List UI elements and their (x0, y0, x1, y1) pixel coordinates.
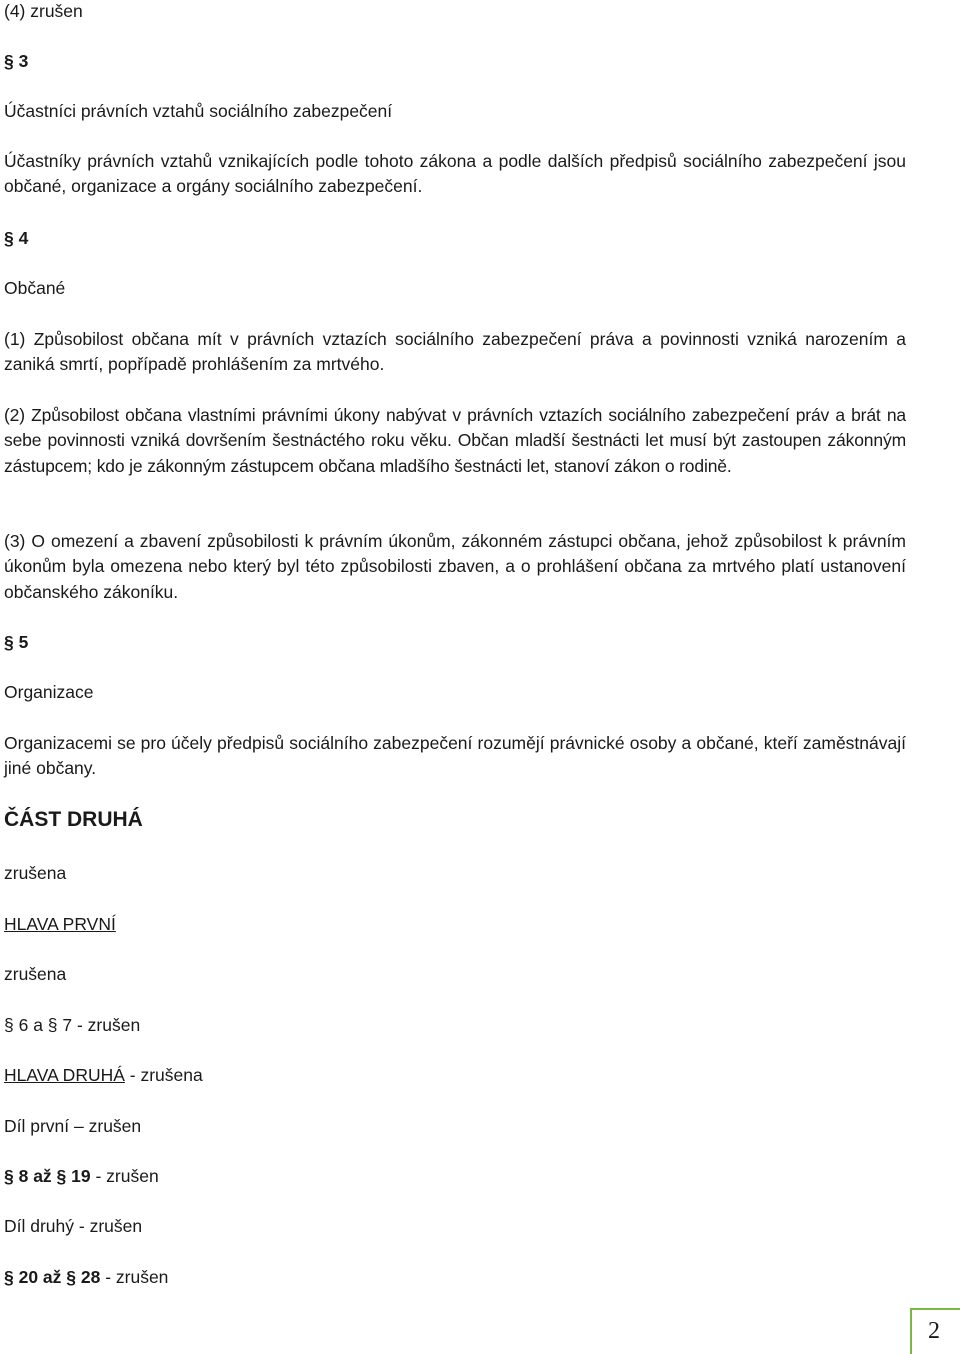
chapter-one-status: zrušena (4, 964, 67, 984)
paragraph-4-repealed: (4) zrušen (4, 1, 83, 21)
sections-8-19-line (4, 1164, 159, 1189)
section-5-title: Organizace (4, 682, 94, 702)
chapter-two-heading: HLAVA DRUHÁ (4, 1065, 125, 1085)
section-3-text: Účastníky právních vztahů vznikajících podle tohoto zákona a podle dalších předpisů sociálního zabezpečení jsou občané, organizace a orgány sociálního zabezpečení. (4, 151, 906, 197)
part-two-repealed: Díl druhý - zrušen (4, 1216, 143, 1236)
sections-20-28-status: - zrušen (100, 1267, 169, 1287)
sections-8-19-status: - zrušen (90, 1166, 159, 1186)
sections-20-28-range: § 20 až § 28 (4, 1267, 101, 1287)
section-5-heading: § 5 (4, 632, 29, 652)
part-two-status: zrušena (4, 863, 67, 883)
page-number: 2 (910, 1308, 960, 1354)
sections-6-7-repealed: § 6 a § 7 - zrušen (4, 1015, 141, 1035)
section-4-paragraph-2: (2) Způsobilost občana vlastními právními úkony nabývat v právních vztazích sociálního zabezpečení práv a brát na sebe povinnosti vzniká dovršením šestnáctého roku věku. Občan mladší šestnácti let musí být zastoupen zákonným zástupcem; kdo je zákonným zástupcem občana mladšího šestnácti let, stanoví zákon o rodině. (4, 405, 906, 476)
section-4-paragraph-3: (3) O omezení a zbavení způsobilosti k právním úkonům, zákonném zástupci občana, jehož způsobilost k právním úkonům byla omezena nebo který byl této způsobilosti zbaven, a o prohlášení občana za mrtvého platí ustanovení občanského zákoníku. (4, 531, 906, 602)
chapter-two-status: - zrušena (124, 1065, 203, 1085)
section-3-title: Účastníci právních vztahů sociálního zabezpečení (4, 101, 393, 121)
part-one-repealed: Díl první – zrušen (4, 1116, 142, 1136)
section-4-paragraph-1: (1) Způsobilost občana mít v právních vztazích sociálního zabezpečení práva a povinnosti vzniká narozením a zaniká smrtí, popřípadě prohlášením za mrtvého. (4, 329, 906, 375)
section-4-heading: § 4 (4, 228, 29, 248)
section-3-heading: § 3 (4, 51, 29, 71)
section-4-title: Občané (4, 278, 66, 298)
section-5-text: Organizacemi se pro účely předpisů sociálního zabezpečení rozumějí právnické osoby a občané, kteří zaměstnávají jiné občany. (4, 733, 906, 779)
sections-8-19-range: § 8 až § 19 (4, 1166, 91, 1186)
chapter-two-line (4, 1063, 203, 1088)
part-two-heading: ČÁST DRUHÁ (4, 808, 143, 831)
chapter-one-heading: HLAVA PRVNÍ (4, 914, 116, 934)
sections-20-28-line (4, 1265, 168, 1290)
